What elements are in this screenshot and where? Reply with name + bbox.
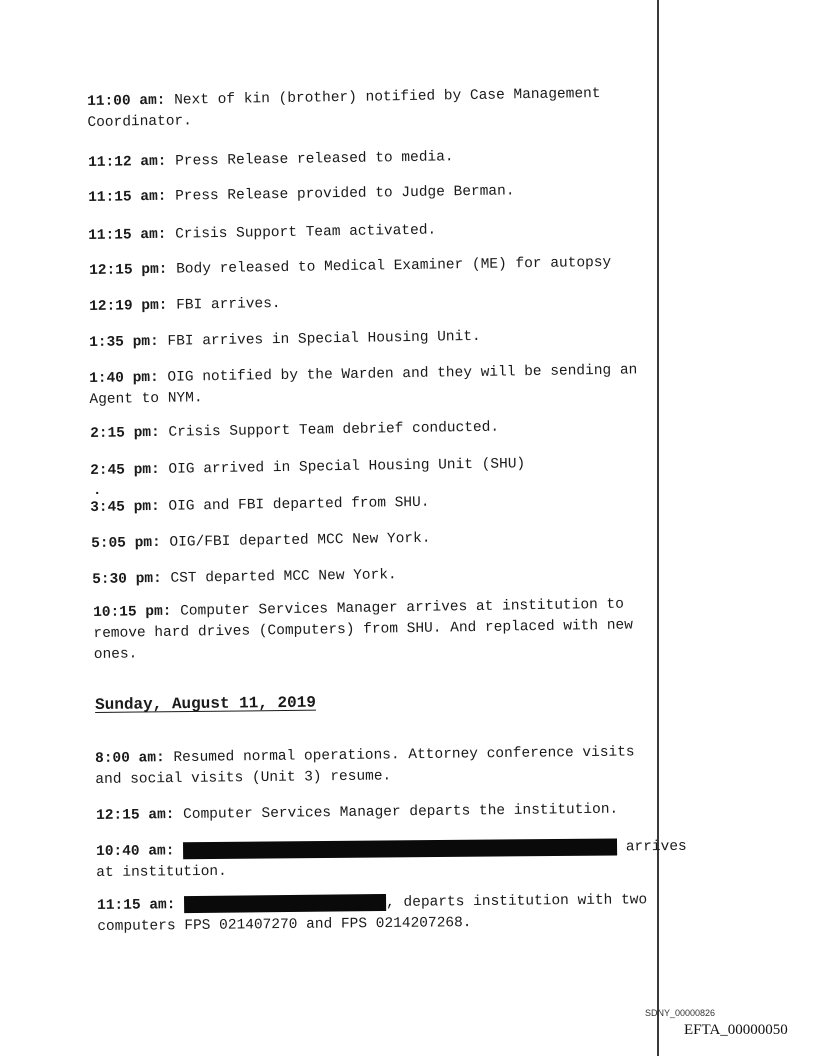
log-entry: [90, 493, 430, 519]
entry-text-cont: at institution.: [96, 863, 227, 881]
entry-text: FBI arrives in Special Housing Unit.: [158, 328, 481, 350]
entry-text: OIG notified by the Warden and they will be sending an: [158, 362, 638, 386]
redaction-block: [184, 894, 386, 913]
entry-text-cont: computers FPS 021407270 and FPS 0214207268.: [97, 915, 472, 935]
entry-time: 2:45 pm:: [90, 461, 160, 479]
entry-text: Computer Services Manager departs the institution.: [174, 801, 619, 824]
log-entry: [89, 294, 281, 318]
log-entry: [89, 360, 638, 411]
entry-text: CST departed MCC New York.: [161, 567, 397, 587]
log-entry: [91, 529, 431, 555]
section-heading: Sunday, August 11, 2019: [95, 693, 317, 714]
entry-time: 1:35 pm:: [89, 333, 159, 351]
entry-time: 8:00 am:: [95, 750, 165, 767]
entry-text: OIG and FBI departed from SHU.: [159, 494, 430, 515]
log-entry: [96, 837, 687, 884]
entry-time: 5:30 pm:: [92, 570, 162, 588]
bates-number: SDNY_00000826: [645, 1008, 716, 1018]
log-entry: [88, 147, 454, 174]
entry-text: , departs institution with two: [386, 892, 648, 911]
entry-time: 11:12 am:: [88, 153, 167, 171]
entry-text: Crisis Support Team activated.: [166, 222, 437, 243]
entry-time: 11:15 am:: [88, 226, 167, 244]
entry-time: 12:19 pm:: [89, 297, 168, 315]
entry-time: 3:45 pm:: [90, 498, 160, 516]
entry-time: 10:15 pm:: [93, 603, 172, 621]
log-entry: [89, 327, 481, 354]
entry-text: Press Release released to media.: [166, 149, 454, 170]
log-entry: [93, 595, 633, 666]
log-entry: [88, 181, 515, 209]
entry-time: 5:05 pm:: [91, 534, 161, 552]
entry-time: 11:15 am:: [97, 897, 176, 914]
entry-text: OIG arrived in Special Housing Unit (SHU): [159, 456, 526, 478]
log-entry: [89, 253, 611, 282]
entry-text: Body released to Medical Examiner (ME) for autopsy: [167, 254, 612, 278]
entry-text: arrives: [617, 838, 687, 856]
log-entry: [87, 84, 601, 134]
entry-text: OIG/FBI departed MCC New York.: [160, 530, 431, 551]
stray-mark: .: [93, 483, 102, 499]
entry-text: Press Release provided to Judge Berman.: [166, 183, 515, 205]
entry-text-cont: Agent to NYM.: [89, 390, 203, 408]
log-entry: [96, 800, 618, 827]
entry-text: FBI arrives.: [167, 295, 281, 314]
entry-text-cont: Coordinator.: [87, 113, 193, 131]
log-entry: [90, 454, 525, 482]
entry-text-cont: and social visits (Unit 3) resume.: [95, 768, 392, 788]
entry-time: 11:00 am:: [87, 92, 166, 110]
log-entry: [97, 890, 647, 938]
entry-time: 2:15 pm:: [90, 424, 160, 442]
log-entry: [88, 221, 436, 247]
entry-text: Resumed normal operations. Attorney conference visits: [164, 744, 635, 767]
efta-number: EFTA_00000050: [684, 1022, 788, 1038]
entry-time: 11:15 am:: [88, 188, 167, 206]
log-entry: [92, 565, 397, 591]
entry-text-cont: ones.: [93, 646, 138, 663]
redaction-block: [183, 838, 617, 859]
entry-text: Next of kin (brother) notified by Case Management: [165, 85, 601, 109]
entry-text: Computer Services Manager arrives at institution to: [171, 596, 625, 620]
entry-text-cont: remove hard drives (Computers) from SHU. And replaced with new: [93, 617, 634, 642]
entry-time: 12:15 am:: [96, 807, 175, 824]
entry-text: Crisis Support Team debrief conducted.: [159, 419, 500, 441]
scan-edge-line: [657, 0, 659, 1056]
log-entry: [90, 418, 499, 445]
entry-time: 1:40 pm:: [89, 369, 159, 387]
log-entry: [95, 742, 635, 791]
entry-time: 12:15 pm:: [89, 261, 168, 279]
entry-time: 10:40 am:: [96, 843, 175, 860]
